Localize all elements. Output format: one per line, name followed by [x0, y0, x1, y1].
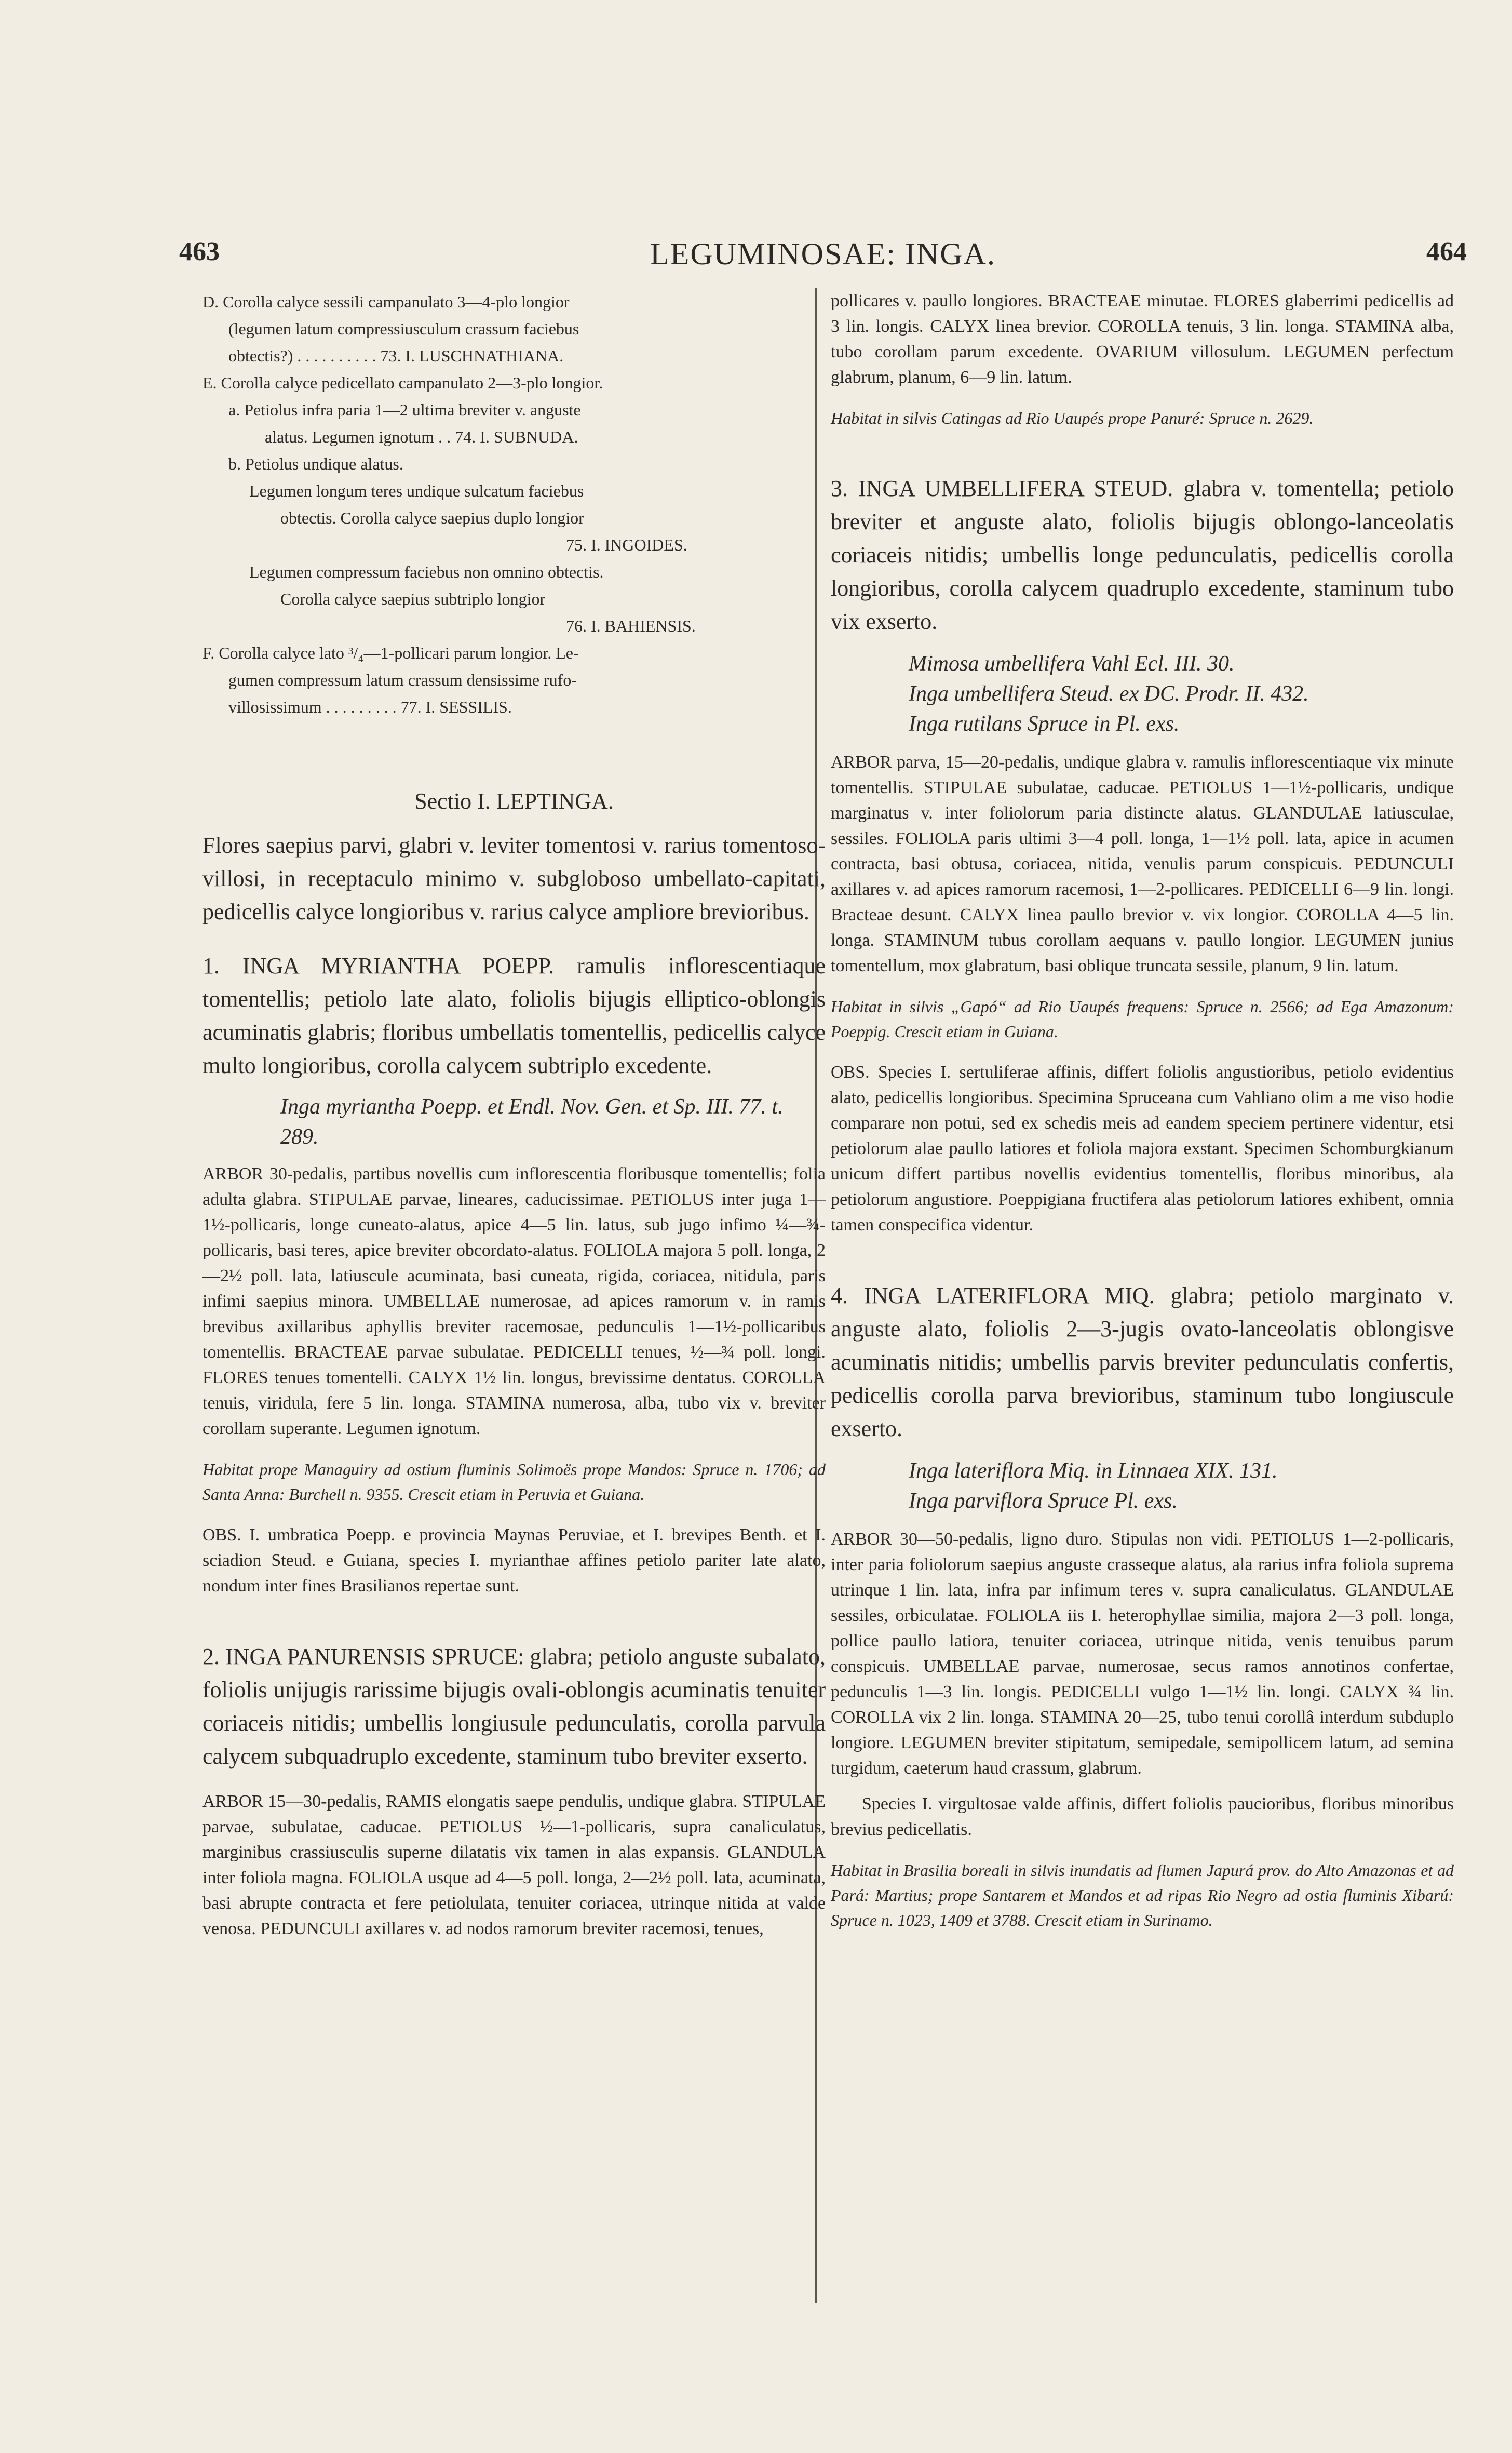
species-heading: 2. INGA PANURENSIS SPRUCE: — [203, 1644, 524, 1669]
key-line: Corolla calyce saepius subtriplo longior — [280, 589, 546, 608]
page-number-left: 463 — [179, 237, 220, 266]
species-heading: 1. INGA MYRIANTHA POEPP. — [203, 953, 555, 978]
species-2 — [203, 1640, 826, 1773]
species-heading: 3. INGA UMBELLIFERA STEUD. — [831, 476, 1173, 501]
key-line: E. Corolla calyce pedicellato campanulato 2—3-plo longior. — [203, 373, 603, 392]
key-line: obtectis?) . . . . . . . . . . 73. I. LUSCHNATHIANA. — [228, 346, 564, 365]
habitat: Habitat in silvis „Gapó“ ad Rio Uaupés frequens: Spruce n. 2566; ad Ega Amazonum: Poeppig. Crescit etiam in Guiana. — [831, 997, 1454, 1041]
key-line: 75. I. INGOIDES. — [566, 535, 687, 554]
species-diagnosis: ramulis inflorescentiaque tomentellis; petiolo late alato, foliolis bijugis elliptico-oblongis acuminatis glabris; floribus umbellatis tomentellis, pedicellis calyce multo longioribus, corolla calycem subtriplo excedente. — [203, 953, 826, 1078]
key-line: F. Corolla calyce lato ³/₄—1-pollicari parum longior. Le- — [203, 644, 579, 662]
habitat: Habitat in silvis Catingas ad Rio Uaupés prope Panuré: Spruce n. 2629. — [831, 409, 1314, 427]
key-line: Legumen longum teres undique sulcatum faciebus — [249, 481, 584, 500]
key-line: D. Corolla calyce sessili campanulato 3—4-plo longior — [203, 292, 570, 311]
species-4 — [831, 1279, 1454, 1445]
section-description: Flores saepius parvi, glabri v. leviter tomentosi v. rarius tomentoso-villosi, in receptaculo minimo v. subgloboso umbellato-capitati, pedicellis calyce longioribus v. rarius calyce ampliore brevioribus. — [203, 833, 826, 924]
key-line: a. Petiolus infra paria 1—2 ultima breviter v. anguste — [228, 400, 581, 419]
synonym: Inga umbellifera Steud. ex DC. Prodr. II. 432. — [909, 682, 1309, 706]
synonym: Inga myriantha Poepp. et Endl. Nov. Gen. et Sp. III. 77. t. 289. — [280, 1095, 784, 1149]
species-diagnosis: glabra v. tomentella; petiolo breviter et anguste alato, foliolis bijugis oblongo-lanceolatis coriaceis nitidis; umbellis longe pedunculatis, pedicellis corolla longioribus, corolla calycem quadruplo excedente, staminum tubo vix exserto. — [831, 476, 1454, 634]
observation: OBS. I. umbratica Poepp. e provincia Maynas Peruviae, et I. brevipes Benth. et I. sciadion Steud. e Guiana, species I. myrianthae affines petiolo pariter late alato, nondum inter fines Brasilianos repertae sunt. — [203, 1525, 826, 1596]
key-line: alatus. Legumen ignotum . . 74. I. SUBNUDA. — [265, 427, 578, 446]
key-line: b. Petiolus undique alatus. — [228, 454, 403, 473]
observation: OBS. Species I. sertuliferae affinis, differt foliolis angustioribus, petiolo evidentius alato, pedicellis longioribus. Specimina Spruceana cum Vahliano olim a me viso hodie comparare non potui, sed ex schedis meis ad eandem speciem pertinere videntur, etsi petiolorum alae paullo latiores et foliola majora exstant. Specimen Schomburgkianum unicum differt partibus novellis evidentius tomentellis, floribus minoribus, ala petiolorum angustiore. Poeppigiana fructifera alas petiolorum latiores exhibent, omnia tamen conspecifica videntur. — [831, 1063, 1454, 1235]
key-line: villosissimum . . . . . . . . . 77. I. SESSILIS. — [228, 698, 512, 716]
species-description: ARBOR 15—30-pedalis, RAMIS elongatis saepe pendulis, undique glabra. STIPULAE parvae, subulatae, caducae. PETIOLUS ½—1-pollicaris, supra canaliculatus, marginibus crassiusculis superne dilatatis vix tamen in alas expansis. GLANDULA inter foliola magna. FOLIOLA usque ad 4—5 poll. longa, 2—2½ poll. lata, acuminata, basi abrupte contracta et fere petiolulata, tenuiter coriacea, utrinque nitida at valde venosa. PEDUNCULI axillares v. ad nodos ramorum breviter racemosi, tenues, — [203, 1792, 826, 1938]
species-3 — [831, 472, 1454, 638]
species-description: ARBOR 30—50-pedalis, ligno duro. Stipulas non vidi. PETIOLUS 1—2-pollicaris, inter paria foliolorum saepius anguste crasseque alatus, ala rarius infra foliola suprema utrinque 1 lin. lata, infra par infimum teres v. supra canaliculatus. GLANDULAE sessiles, orbiculatae. FOLIOLA iis I. heterophyllae similia, majora 2—3 poll. longa, pollice paullo latiora, tenuiter coriacea, utrinque nitida, venis tenuibus parum conspicuis. UMBELLAE parvae, numerosae, secus ramos annotinos confertae, pedunculis 1—3 lin. longis. PEDICELLI vulgo 1—1½ lin. longi. CALYX ¾ lin. COROLLA vix 2 lin. longa. STAMINA 20—25, tubo tenui corollâ interdum subduplo longiore. LEGUMEN breviter stipitatum, semipedale, semipollicem latum, ad semina turgidum, caeterum haud crassum, glabrum. — [831, 1530, 1454, 1778]
species-diagnosis: glabra; petiolo anguste subalato, foliolis unijugis rarissime bijugis ovali-oblongis acuminatis tenuiter coriaceis nitidis; umbellis longiusule pedunculatis, corolla parvula calycem subquadruplo excedente, staminum tubo breviter exserto. — [203, 1644, 826, 1769]
synonym: Inga rutilans Spruce in Pl. exs. — [909, 712, 1180, 736]
habitat: Habitat prope Managuiry ad ostium fluminis Solimoës prope Mandos: Spruce n. 1706; ad Santa Anna: Burchell n. 9355. Crescit etiam in Peruvia et Guiana. — [203, 1460, 826, 1504]
species-note: Species I. virgultosae valde affinis, differt foliolis paucioribus, floribus minoribus brevius pedicellatis. — [831, 1794, 1454, 1839]
key-line: Legumen compressum faciebus non omnino obtectis. — [249, 562, 604, 581]
identification-key — [203, 288, 826, 720]
synonym: Mimosa umbellifera Vahl Ecl. III. 30. — [909, 652, 1235, 676]
synonym: Inga parviflora Spruce Pl. exs. — [909, 1489, 1178, 1513]
page-number-right: 464 — [1426, 237, 1467, 266]
species-heading: 4. INGA LATERIFLORA MIQ. — [831, 1283, 1155, 1308]
running-title: LEGUMINOSAE: INGA. — [650, 237, 996, 271]
left-column — [203, 288, 826, 1941]
species-description-continued: pollicares v. paullo longiores. BRACTEAE minutae. FLORES glaberrimi pedicellis ad 3 lin. longis. CALYX linea brevior. COROLLA tenuis, 3 lin. longa. STAMINA alba, tubo corollam parum excedente. OVARIUM villosulum. LEGUMEN perfectum glabrum, planum, 6—9 lin. latum. — [831, 291, 1454, 387]
key-line: obtectis. Corolla calyce saepius duplo longior — [280, 508, 584, 527]
page-header — [179, 236, 1467, 278]
key-line: gumen compressum latum crassum densissime rufo- — [228, 671, 577, 689]
synonym: Inga lateriflora Miq. in Linnaea XIX. 131. — [909, 1459, 1278, 1483]
habitat: Habitat in Brasilia boreali in silvis inundatis ad flumen Japurá prov. do Alto Amazonas et ad Pará: Martius; prope Santarem et Mandos et ad ripas Rio Negro ad ostia fluminis Xibarú: Spruce n. 1023, 1409 et 3788. Crescit etiam in Surinamo. — [831, 1861, 1454, 1929]
species-diagnosis: glabra; petiolo marginato v. anguste alato, foliolis 2—3-jugis ovato-lanceolatis oblongisve acuminatis nitidis; umbellis parvis breviter pedunculatis confertis, pedicellis corolla parva brevioribus, staminum tubo longiuscule exserto. — [831, 1283, 1454, 1441]
key-line: (legumen latum compressiusculum crassum faciebus — [228, 319, 579, 338]
species-description: ARBOR parva, 15—20-pedalis, undique glabra v. ramulis inflorescentiaque vix minute tomentellis. STIPULAE subulatae, caducae. PETIOLUS 1—1½-pollicaris, undique marginatus v. inter foliolorum paria distincte alatus. GLANDULAE latiusculae, sessiles. FOLIOLA paris ultimi 3—4 poll. longa, 1—1½ poll. lata, apice in acumen contracta, basi obtusa, coriacea, nitida, venulis parum conspicuis. PEDUNCULI axillares v. ad apices ramorum racemosi, 1—2-pollicares. PEDICELLI 6—9 lin. longi. Bracteae desunt. CALYX linea paullo brevior v. vix longior. COROLLA 4—5 lin. longa. STAMINUM tubus corollam aequans v. paullo longior. LEGUMEN junius tomentellum, mox glabratum, basi oblique truncata sessile, planum, 9 lin. latum. — [831, 753, 1454, 975]
right-column — [831, 288, 1454, 1933]
species-1 — [203, 949, 826, 1082]
section-title: Sectio I. LEPTINGA. — [414, 788, 614, 814]
key-line: 76. I. BAHIENSIS. — [566, 616, 696, 635]
species-description: ARBOR 30-pedalis, partibus novellis cum inflorescentia floribusque tomentellis; folia adulta glabra. STIPULAE parvae, lineares, caducissimae. PETIOLUS inter juga 1—1½-pollicaris, longe cuneato-alatus, apice 4—5 lin. latus, sub jugo infimo ¼—¾-pollicaris, basi teres, apice breviter obcordato-alatus. FOLIOLA majora 5 poll. longa, 2—2½ poll. lata, latiuscule acuminata, basi cuneata, rigida, coriacea, nitidula, paris infimi saepius minora. UMBELLAE numerosae, ad apices ramorum v. in ramis brevibus axillaribus aphyllis breviter racemosae, pedunculis 1—1½-pollicaribus tomentellis. BRACTEAE parvae subulatae. PEDICELLI tenues, ½—¾ poll. longi. FLORES tenues tomentelli. CALYX 1½ lin. longus, brevissime dentatus. COROLLA tenuis, viridula, fere 5 lin. longa. STAMINA numerosa, alba, tubo vix v. breviter corollam superante. Legumen ignotum. — [203, 1164, 826, 1438]
